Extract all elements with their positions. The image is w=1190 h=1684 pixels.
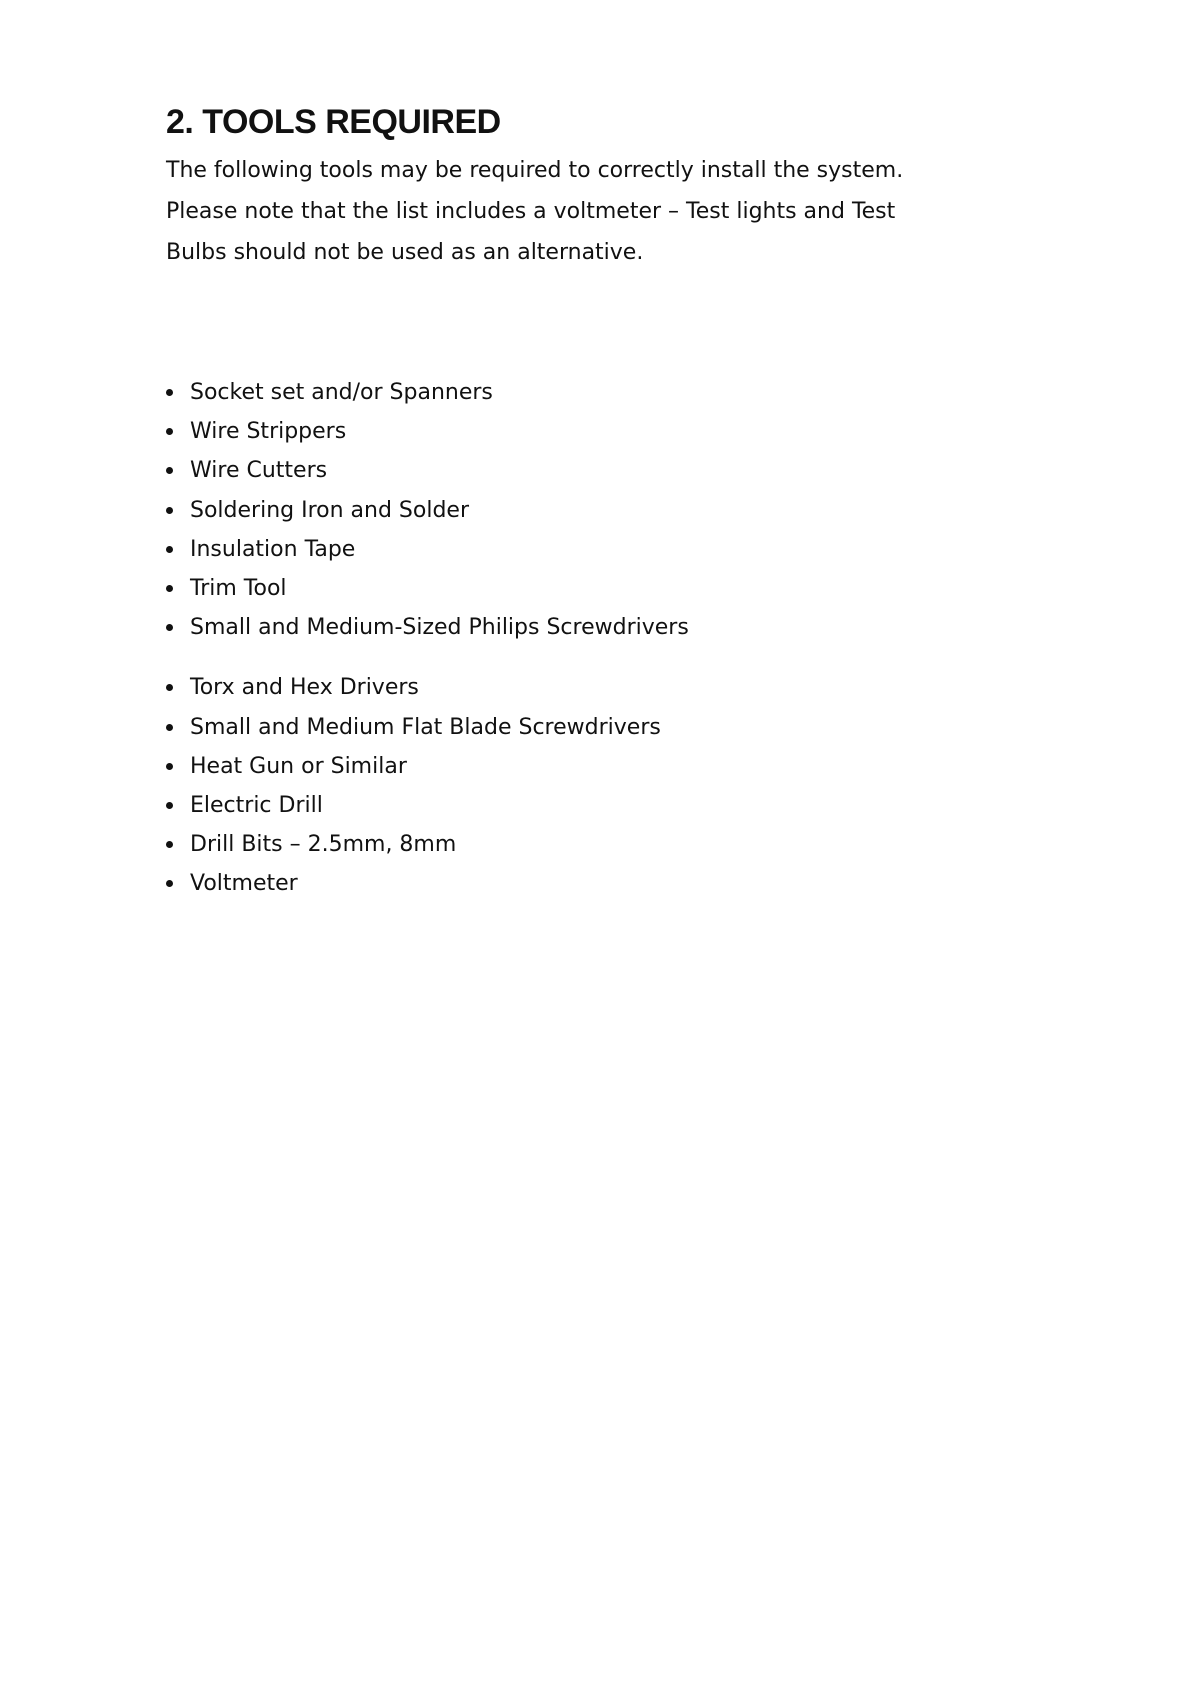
bullet-icon	[166, 389, 173, 396]
bullet-icon	[166, 880, 173, 887]
list-item	[166, 708, 1046, 747]
list-item	[166, 668, 1046, 707]
bullet-icon	[166, 507, 173, 514]
list-item	[166, 864, 1046, 903]
list-item-label: Wire Strippers	[190, 419, 347, 445]
list-item-label: Voltmeter	[190, 871, 298, 897]
bullet-icon	[166, 802, 173, 809]
list-item	[166, 412, 1046, 451]
bullet-icon	[166, 684, 173, 691]
list-item-label: Socket set and/or Spanners	[190, 380, 493, 405]
document-page	[166, 100, 1046, 904]
list-item-label: Soldering Iron and Solder	[190, 497, 470, 523]
intro-line: Please note that the list includes a voltmeter – Test lights and Test	[166, 199, 896, 224]
intro-line: The following tools may be required to correctly install the system.	[166, 158, 904, 183]
list-item-label: Electric Drill	[190, 793, 323, 819]
bullet-icon	[166, 763, 173, 770]
bullet-icon	[166, 724, 173, 731]
list-item	[166, 825, 1046, 864]
list-item	[166, 747, 1046, 786]
bullet-icon	[166, 546, 173, 553]
tools-list-group-2	[166, 668, 1046, 903]
list-item-label: Trim Tool	[190, 576, 287, 602]
bullet-icon	[166, 585, 173, 592]
list-item	[166, 451, 1046, 490]
intro-paragraph	[166, 150, 1046, 273]
list-item	[166, 530, 1046, 569]
intro-line: Bulbs should not be used as an alternative.	[166, 240, 644, 265]
tools-list-group-1	[166, 373, 1046, 647]
bullet-icon	[166, 841, 173, 848]
list-item-label: Small and Medium Flat Blade Screwdrivers	[190, 714, 661, 740]
list-item-label: Wire Cutters	[190, 458, 328, 484]
list-item	[166, 608, 1046, 647]
list-item-label: Small and Medium-Sized Philips Screwdrivers	[190, 615, 689, 641]
list-item	[166, 786, 1046, 825]
list-item	[166, 373, 1046, 412]
list-item	[166, 569, 1046, 608]
bullet-icon	[166, 624, 173, 631]
list-item-label: Torx and Hex Drivers	[190, 675, 419, 701]
list-item-label: Heat Gun or Similar	[190, 753, 407, 779]
list-item-label: Insulation Tape	[190, 536, 356, 562]
bullet-icon	[166, 428, 173, 435]
bullet-icon	[166, 467, 173, 474]
list-item	[166, 491, 1046, 530]
section-heading: 2. TOOLS REQUIRED	[166, 103, 501, 141]
list-item-label: Drill Bits – 2.5mm, 8mm	[190, 832, 457, 858]
